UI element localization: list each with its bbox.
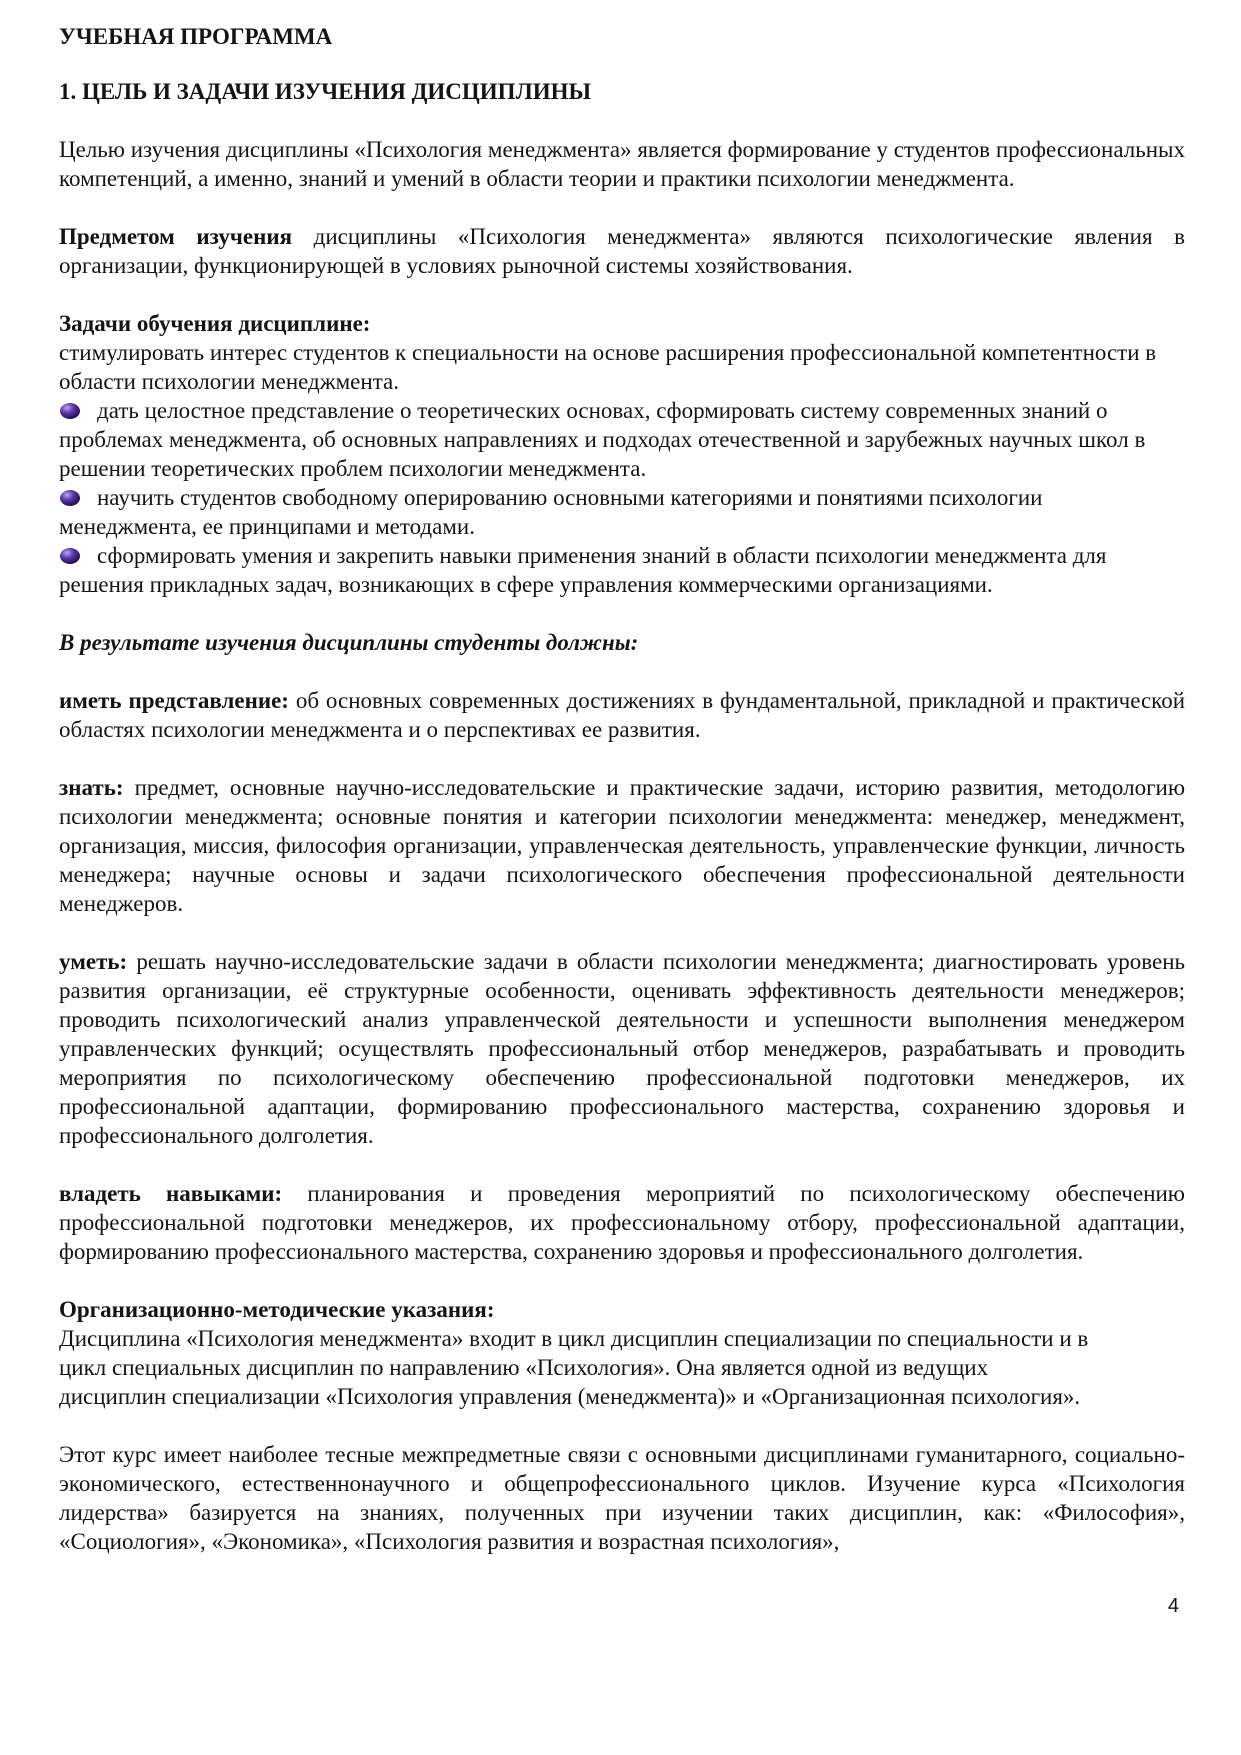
org-heading: Организационно-методические указания: xyxy=(59,1297,495,1322)
goal-paragraph: Целью изучения дисциплины «Психология менеджмента» является формирование у студентов профессиональных компетенций, а именно, знаний и умений в области теории и практики психологии менеджмента. xyxy=(59,137,1185,191)
outcome-text: предмет, основные научно-исследовательские и практические задачи, историю развития, методологию психологии менеджмента; основные понятия и категории психологии менеджмента: менеджер, менеджмент, организация, миссия, философия организации, управленческая деятельность, управленческие функции, личность менеджера; научные основы и задачи психологического обеспечения профессиональной деятельности менеджеров. xyxy=(59,775,1185,916)
task-text: научить студентов свободному оперированию основными категориями и понятиями психологии менеджмента, ее принципами и методами. xyxy=(59,485,1043,539)
tasks-intro: стимулировать интерес студентов к специальности на основе расширения профессиональной компетентности в области психологии менеджмента. xyxy=(59,340,1157,394)
course-paragraph: Этот курс имеет наиболее тесные межпредметные связи с основными дисциплинами гуманитарного, социально-экономического, естественнонаучного и общепрофессионального циклов. Изучение курса «Психология лидерства» базируется на знаниях, полученных при изучении таких дисциплин, как: «Философия», «Социология», «Экономика», «Психология развития и возрастная психология», xyxy=(59,1442,1185,1554)
outcome-label: уметь: xyxy=(59,949,128,974)
task-text: сформировать умения и закрепить навыки применения знаний в области психологии менеджмента для решения прикладных задач, возникающих в сфере управления коммерческими организациями. xyxy=(59,543,1107,597)
outcome-label: иметь представление: xyxy=(59,688,289,713)
outcome-know xyxy=(59,773,1185,918)
sphere-bullet-icon xyxy=(59,547,83,565)
section-heading: 1. ЦЕЛЬ И ЗАДАЧИ ИЗУЧЕНИЯ ДИСЦИПЛИНЫ xyxy=(59,79,592,104)
task-text: дать целостное представление о теоретических основах, сформировать систему современных знаний о проблемах менеджмента, об основных направлениях и подходах отечественной и зарубежных научных школ в решении теоретических проблем психологии менеджмента. xyxy=(59,398,1146,481)
org-line: цикл специальных дисциплин по направлению «Психология». Она является одной из ведущих xyxy=(59,1355,989,1380)
outcome-label: владеть навыками: xyxy=(59,1181,283,1206)
subject-text: дисциплины «Психология менеджмента» являются психологические явления в организации, функционирующей в условиях рыночной системы хозяйствования. xyxy=(59,224,1185,278)
sphere-bullet-icon xyxy=(59,489,83,507)
outcome-can xyxy=(59,947,1185,1150)
outcomes-heading: В результате изучения дисциплины студенты должны: xyxy=(59,630,639,655)
outcome-text: решать научно-исследовательские задачи в области психологии менеджмента; диагностировать уровень развития организации, её структурные особенности, оценивать эффективность деятельности менеджеров; проводить психологический анализ управленческой деятельности и успешности выполнения менеджером управленческих функций; осуществлять профессиональный отбор менеджеров, разрабатывать и проводить мероприятия по психологическому обеспечению профессиональной подготовки менеджеров, их профессиональной адаптации, формированию профессионального мастерства, сохранению здоровья и профессионального долголетия. xyxy=(59,949,1185,1148)
outcome-text: об основных современных достижениях в фундаментальной, прикладной и практической областях психологии менеджмента и о перспективах ее развития. xyxy=(59,688,1185,742)
task-item xyxy=(59,541,1185,599)
outcome-idea xyxy=(59,686,1185,744)
outcome-skills xyxy=(59,1179,1185,1266)
document-title: УЧЕБНАЯ ПРОГРАММА xyxy=(59,24,333,49)
outcome-label: знать: xyxy=(59,775,124,800)
outcome-text: планирования и проведения мероприятий по психологическому обеспечению профессиональной подготовки менеджеров, их профессиональному отбору, профессиональной адаптации, формированию профессионального мастерства, сохранению здоровья и профессионального долголетия. xyxy=(59,1181,1185,1264)
task-item xyxy=(59,396,1185,483)
subject-paragraph xyxy=(59,222,1185,280)
tasks-heading: Задачи обучения дисциплине: xyxy=(59,311,371,336)
page-number: 4 xyxy=(1167,1595,1179,1617)
task-item xyxy=(59,483,1185,541)
subject-label: Предметом изучения xyxy=(59,224,293,249)
org-line: дисциплин специализации «Психология управления (менеджмента)» и «Организационная психология». xyxy=(59,1384,1081,1409)
document-page xyxy=(59,22,1185,1556)
org-line: Дисциплина «Психология менеджмента» входит в цикл дисциплин специализации по специальности и в xyxy=(59,1326,1089,1351)
sphere-bullet-icon xyxy=(59,402,83,420)
